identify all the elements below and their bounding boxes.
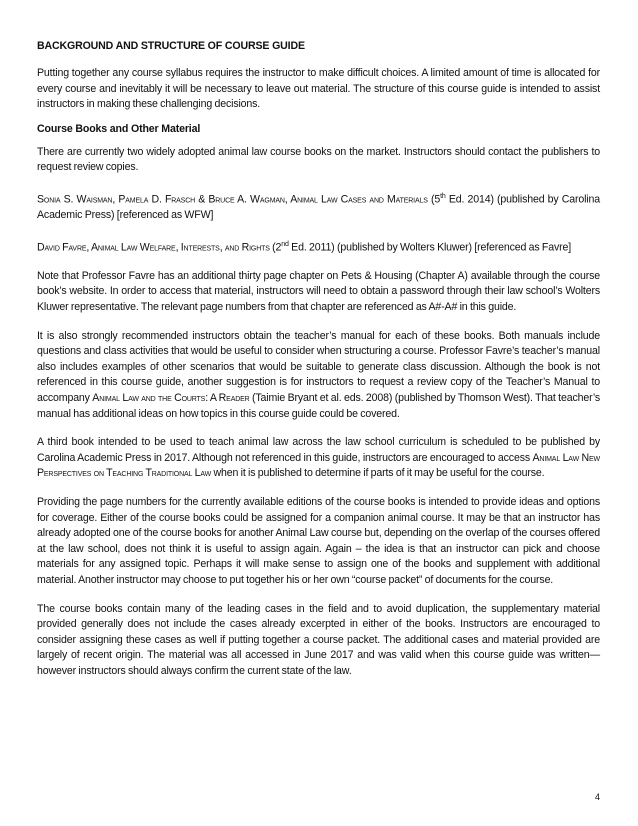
favre-chapter-paragraph: Note that Professor Favre has an additional thirty page chapter on Pets & Housing (Chapter A) available through the course book’s website. In order to access that material, instructors will need to obtain a password through their law school’s Wolters Kluwer representative. The relevant page numbers from that chapter are referenced as A#-A# in this guide. [37,269,600,313]
teachers-manual-paragraph: It is also strongly recommended instructors obtain the teacher’s manual for each of these books. Both manuals include questions and class activities that would be useful to consider when structuring a course. Professor Favre’s teacher’s manual also includes examples of other scenarios that would be suitable to generate class discussion. Although the book is not referenced in this course guide, another suggestion is for instructors to request a review copy of the Teacher’s Manual to accompany Animal Law and the Courts: A Reader (Taimie Bryant et al. eds. 2008) (published by Thomson West). That teacher’s manual has additional ideas on how topics in this course guide could be covered. [37,329,601,420]
page-number: 4 [594,792,600,802]
reference-wfw-title: Sonia S. Waisman, Pamela D. Frasch & Bruce A. Wagman, Animal Law Cases and Materials [37,193,428,206]
reference-favre-title: David Favre, Animal Law Welfare, Interests, and Rights [37,241,270,254]
third-book-paragraph: A third book intended to be used to teach animal law across the law school curriculum is scheduled to be published by Carolina Academic Press in 2017. Although not referenced in this guide, instructors are encouraged to access Animal Law New Perspectives on Teaching Traditional Law when it is published to determine if parts of it may be useful for the course. [37,436,601,480]
reference-wfw: Sonia S. Waisman, Pamela D. Frasch & Bruce A. Wagman, Animal Law Cases and Materials (5th Ed. 2014) (published by Carolina Academic Press) [referenced as WFW] [37,192,600,222]
section-heading: BACKGROUND AND STRUCTURE OF COURSE GUIDE [37,40,305,52]
course-books-paragraph: There are currently two widely adopted animal law course books on the market. Instructors should contact the publishers to request review copies. [37,145,600,174]
intro-paragraph: Putting together any course syllabus requires the instructor to make difficult choices. A limited amount of time is allocated for every course and inevitably it will be necessary to leave out material. The structure of this course guide is intended to assist instructors in making these challenging decisions. [37,67,600,111]
course-books-subheading: Course Books and Other Material [37,122,201,135]
supplementary-material-paragraph: The course books contain many of the leading cases in the field and to avoid duplication, the supplementary material provided generally does not include the cases already excerpted in either of the books. Instructors are encouraged to consider assigning these cases as well if putting together a course packet. The additional cases and material provided are largely of recent origin. The material was all accessed in June 2017 and was valid when this course guide was written—however instructors should always confirm the current state of the law. [37,602,600,677]
reader-title: Animal Law and the Courts: A Reader [92,391,250,404]
page-numbers-paragraph: Providing the page numbers for the currently available editions of the course books is intended to provide ideas and options for coverage. Either of the course books could be assigned for a companion animal course. It may be that an instructor has already adopted one of the course books for another Animal Law course but, depending on the overlap of the courses offered at the law school, does not think it is useful to assign again. Again – the idea is that an instructor can pick and choose materials for any assigned topic. Perhaps it will make sense to assign one of the books and supplement with additional material. Another instructor may choose to put together his or her own “course packet” of documents for the course. [37,495,600,586]
reference-favre: David Favre, Animal Law Welfare, Interests, and Rights (2nd Ed. 2011) (published by Wolters Kluwer) [referenced as Favre] [37,240,572,254]
third-book-title: Animal Law New Perspectives on Teaching Traditional Law [37,451,601,480]
